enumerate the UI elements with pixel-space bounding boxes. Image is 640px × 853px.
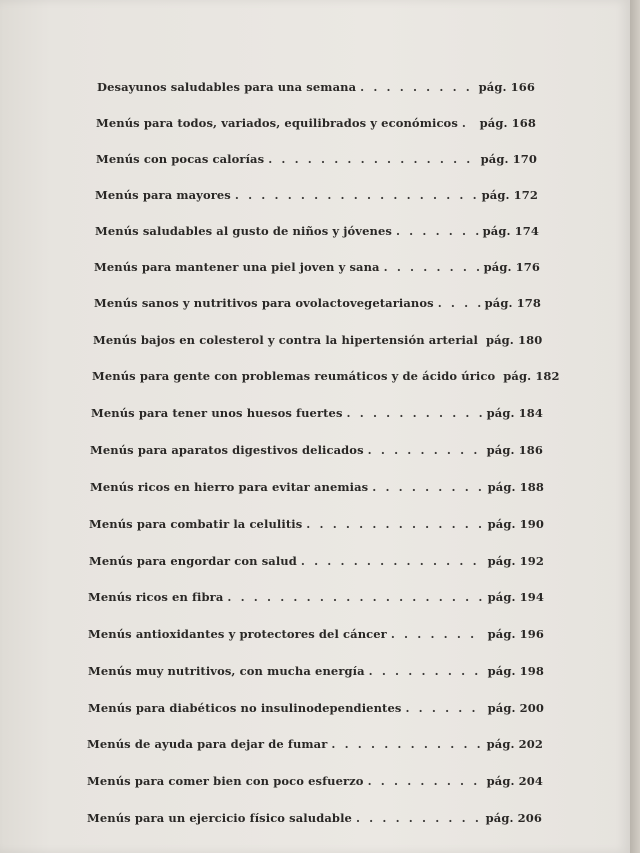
toc-entry-title: Desayunos saludables para una semana <box>97 80 357 94</box>
dot-leader <box>462 116 476 130</box>
toc-entry <box>91 406 543 420</box>
toc-entry-title: Menús para engordar con salud <box>89 554 297 568</box>
toc-entry <box>90 443 543 457</box>
toc-entry-page: pág. 190 <box>487 517 544 531</box>
toc-entry-page: pág. 196 <box>487 627 544 641</box>
toc-entry <box>96 152 537 166</box>
page-edge <box>630 0 640 853</box>
dot-leader <box>391 627 484 641</box>
toc-entry-title: Menús para aparatos digestivos delicados <box>90 443 364 457</box>
dot-leader <box>301 554 484 568</box>
toc-entry-page: pág. 184 <box>486 406 543 420</box>
toc-entry <box>93 333 542 347</box>
toc-entry-title: Menús para mantener una piel joven y sana <box>94 260 380 274</box>
toc-entry-title: Menús para un ejercicio físico saludable <box>87 811 352 825</box>
toc-entry-title: Menús ricos en fibra <box>88 590 224 604</box>
toc-entry-title: Menús para diabéticos no insulinodependientes <box>88 701 402 715</box>
toc-entry-title: Menús muy nutritivos, con mucha energía <box>88 664 365 678</box>
dot-leader <box>384 260 480 274</box>
toc-entry-title: Menús de ayuda para dejar de fumar <box>87 737 328 751</box>
toc-entry <box>97 80 535 94</box>
toc-entry-title: Menús para todos, variados, equilibrados y económicos <box>96 116 458 130</box>
toc-entry-title: Menús para mayores <box>95 188 231 202</box>
dot-leader <box>369 664 484 678</box>
dot-leader <box>347 406 483 420</box>
toc-entry-page: pág. 206 <box>485 811 542 825</box>
toc-entry-page: pág. 202 <box>486 737 543 751</box>
toc-entry <box>95 224 539 238</box>
toc-entry-title: Menús ricos en hierro para evitar anemias <box>90 480 369 494</box>
toc-entry <box>87 774 543 788</box>
toc-entry-title: Menús para comer bien con poco esfuerzo <box>87 774 364 788</box>
toc-entry <box>89 554 544 568</box>
toc-entry-page: pág. 166 <box>478 80 535 94</box>
toc-entry <box>88 627 544 641</box>
toc-entry-page: pág. 200 <box>487 701 544 715</box>
toc-entry-title: Menús sanos y nutritivos para ovolactovegetarianos <box>94 296 434 310</box>
toc-entry-title: Menús para combatir la celulitis <box>89 517 303 531</box>
dot-leader <box>438 296 481 310</box>
toc-entry-page: pág. 204 <box>486 774 543 788</box>
dot-leader <box>360 80 475 94</box>
dot-leader <box>368 443 483 457</box>
toc-entry <box>89 517 544 531</box>
toc-entry-page: pág. 192 <box>487 554 544 568</box>
toc-entry-page: pág. 172 <box>481 188 538 202</box>
dot-leader <box>405 701 483 715</box>
toc-entry-title: Menús para gente con problemas reumáticos y de ácido úrico <box>92 369 496 383</box>
toc-entry <box>94 260 540 274</box>
dot-leader <box>331 737 482 751</box>
toc-entry <box>88 664 544 678</box>
dot-leader <box>235 188 478 202</box>
toc-entry-title: Menús con pocas calorías <box>96 152 265 166</box>
toc-entry-page: pág. 198 <box>487 664 544 678</box>
dot-leader <box>356 811 482 825</box>
toc-entry <box>92 369 560 383</box>
toc-entry <box>87 811 542 825</box>
toc-entry-title: Menús para tener unos huesos fuertes <box>91 406 343 420</box>
toc-entry-page: pág. 182 <box>503 369 560 383</box>
toc-entry-page: pág. 176 <box>483 260 540 274</box>
dot-leader <box>396 224 479 238</box>
toc-entry <box>88 701 544 715</box>
toc-entry <box>95 188 538 202</box>
toc-entry-page: pág. 188 <box>487 480 544 494</box>
toc-entry-page: pág. 178 <box>484 296 541 310</box>
toc-entry-page: pág. 168 <box>479 116 536 130</box>
dot-leader <box>227 590 483 604</box>
toc-entry-page: pág. 170 <box>480 152 537 166</box>
toc-entry <box>94 296 541 310</box>
toc-entry-page: pág. 186 <box>486 443 543 457</box>
toc-entry <box>88 590 544 604</box>
toc-entry <box>96 116 536 130</box>
dot-leader <box>368 774 483 788</box>
toc-entry-title: Menús antioxidantes y protectores del cáncer <box>88 627 387 641</box>
toc-entry-page: pág. 194 <box>487 590 544 604</box>
dot-leader <box>306 517 483 531</box>
dot-leader <box>372 480 483 494</box>
toc-entry-page: pág. 180 <box>485 333 543 347</box>
dot-leader <box>268 152 476 166</box>
toc-entry <box>87 737 543 751</box>
toc-entry-page: pág. 174 <box>482 224 539 238</box>
toc-entry-title: Menús bajos en colesterol y contra la hipertensión arterial <box>93 333 478 347</box>
toc-entry-title: Menús saludables al gusto de niños y jóvenes <box>95 224 392 238</box>
toc-entry <box>90 480 544 494</box>
